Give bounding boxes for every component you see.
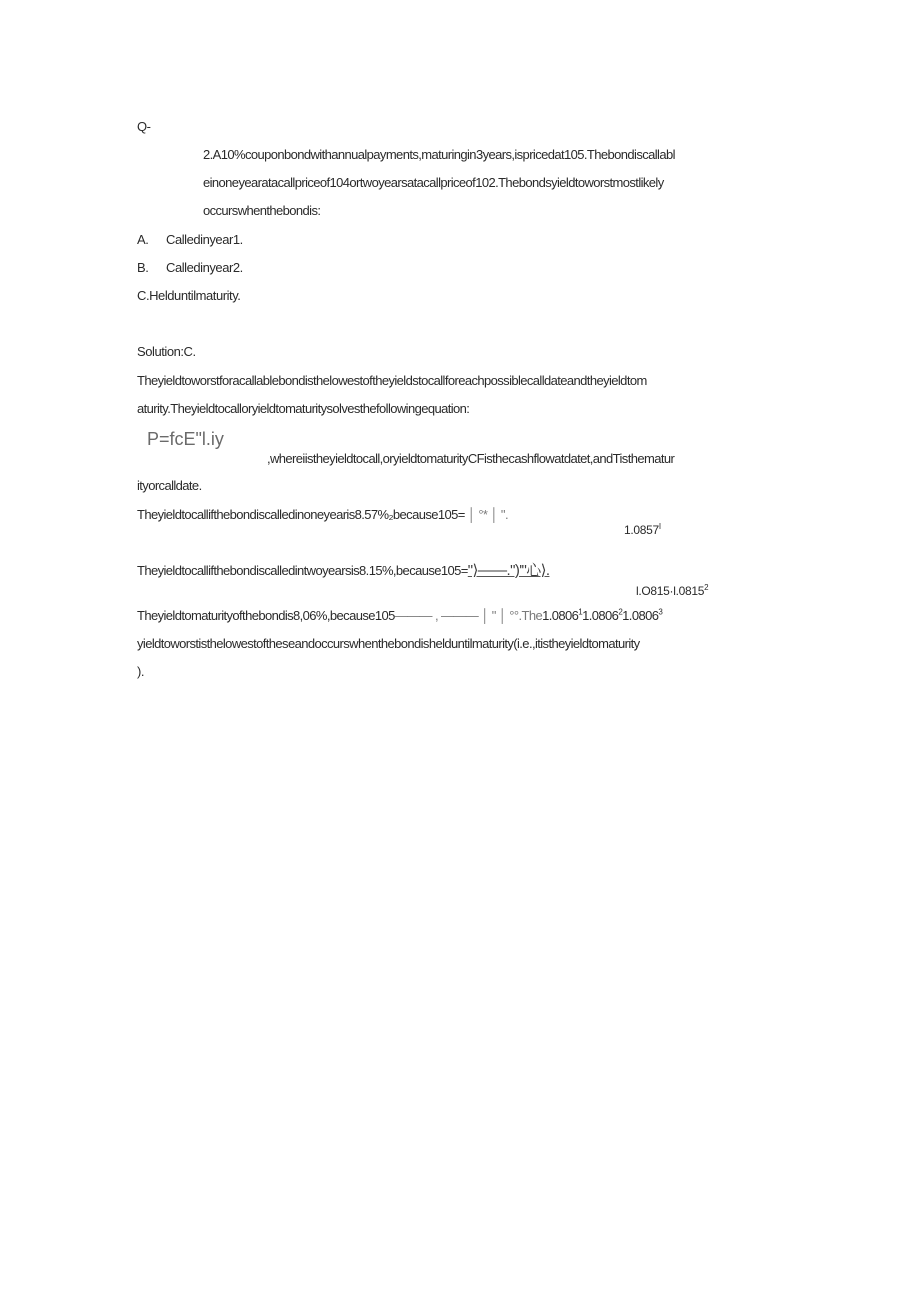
option-a-letter: A. [137, 232, 149, 247]
option-a-text: Calledinyear1. [166, 232, 243, 247]
ytm-denominator-3: 1.0806$^3$ [622, 607, 663, 623]
call-one-year-line [137, 507, 508, 523]
call-two-year-denominator: $l.O815\cdot l.0815^2$ [636, 583, 709, 598]
solution-para1-line-2: aturity.Theyieldtocalloryieldtomaturitysolvesthefollowingequation: [137, 401, 470, 416]
call-two-year-line [137, 563, 549, 579]
solution-para2-line-2: ityorcalldate. [137, 478, 202, 493]
option-a [137, 232, 243, 248]
question-stem-line-1 [203, 147, 675, 163]
ytm-text: Theyieldtomaturityofthebondis8,06%,because105 [137, 608, 395, 623]
solution-para3-line-2: ). [137, 664, 145, 679]
question-number: 2. [203, 147, 213, 162]
question-stem-line-2: einoneyearatacallpriceof104ortwoyearsatacallpriceof102.Thebondsyieldtoworstmostlikely [203, 175, 664, 190]
ytm-denominator-1: 1.0806$^1$ [542, 607, 583, 623]
option-c: C.Helduntilmaturity. [137, 288, 241, 303]
ytm-line [137, 608, 662, 624]
solution-para3-line-1: yieldtoworstisthelowestoftheseandoccurswhenthebondishelduntilmaturity(i.e.,itistheyieldtomaturity [137, 636, 640, 651]
option-b-text: Calledinyear2. [166, 260, 243, 275]
question-stem-line-3: occurswhenthebondis: [203, 203, 321, 218]
call-one-year-text: Theyieldtocallifthebondiscalledinoneyearis8.57%₂because105= [137, 507, 465, 522]
solution-para2-line-1: ,whereiistheyieldtocall,oryieldtomaturityCFisthecashflowatdatet,andTisthematur [267, 451, 675, 466]
call-two-year-text: Theyieldtocallifthebondiscalledintwoyearsis8.15%,because105= [137, 563, 468, 578]
question-label: Q- [137, 119, 151, 134]
option-b [137, 260, 243, 276]
ytm-denominator-2: 1.0806$^2$ [582, 607, 623, 623]
ytm-tail: ——— , ——— │ " │ °°.The [394, 608, 543, 623]
option-b-letter: B. [137, 260, 149, 275]
call-two-year-tail: "⟩——.")'"心⟩. [467, 562, 550, 579]
yield-formula: P=fcE"l.iy [147, 429, 224, 449]
solution-heading: Solution:C. [137, 344, 196, 359]
call-one-year-denominator: $1.0857^I$ [624, 522, 661, 537]
solution-para1-line-1: Theyieldtoworstforacallablebondisthelowestoftheyieldstocallforeachpossiblecalldateandtheyieldtom [137, 373, 647, 388]
call-one-year-tail: │ °* │ ". [467, 507, 508, 522]
question-stem-text: A10%couponbondwithannualpayments,maturingin3years,ispricedat105.Thebondiscallabl [212, 147, 675, 162]
